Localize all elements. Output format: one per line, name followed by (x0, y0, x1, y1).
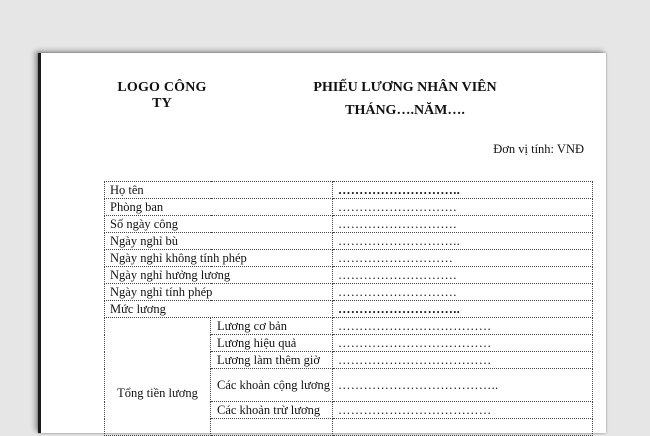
document-title: PHIẾU LƯƠNG NHÂN VIÊN (313, 80, 497, 95)
row-value-full-name: ……………………….. (333, 182, 593, 199)
document-period: THÁNG….NĂM…. (345, 103, 465, 118)
company-logo-placeholder (110, 80, 214, 112)
table-row (105, 267, 593, 284)
row-value-unpaid-leave: ……………………… (333, 250, 593, 267)
sub-value-salary-additions: ……………………………….. (333, 369, 593, 402)
sub-label-salary-deductions: Các khoản trừ lương (211, 402, 333, 419)
sub-value-cut-off (333, 419, 593, 436)
row-label-working-days: Số ngày công (105, 216, 333, 233)
sub-label-performance-salary: Lương hiệu quả (211, 335, 333, 352)
row-label-paid-leave: Ngày nghỉ hưởng lương (105, 267, 333, 284)
table-row (105, 199, 593, 216)
row-value-salary-level: ……………………….. (333, 301, 593, 318)
logo-line-2: TY (152, 96, 172, 111)
sub-label-salary-additions: Các khoản cộng lương (211, 369, 333, 402)
group-label-total-salary: Tổng tiền lương (105, 318, 211, 436)
row-label-unpaid-leave: Ngày nghỉ không tính phép (105, 250, 333, 267)
row-label-full-name: Họ tên (105, 182, 333, 199)
row-value-working-days: ………………………. (333, 216, 593, 233)
page-edge-shadow (38, 53, 41, 433)
currency-unit-note: Đơn vị tính: VNĐ (493, 142, 584, 156)
sub-value-performance-salary: ……………………………… (333, 335, 593, 352)
row-label-annual-leave: Ngày nghỉ tính phép (105, 284, 333, 301)
row-value-annual-leave: ………………………. (333, 284, 593, 301)
table-row (105, 233, 593, 250)
row-label-department: Phòng ban (105, 199, 333, 216)
table-row (105, 301, 593, 318)
row-label-compensatory-leave: Ngày nghỉ bù (105, 233, 333, 250)
row-value-compensatory-leave: ……………………….. (333, 233, 593, 250)
sub-label-base-salary: Lương cơ bản (211, 318, 333, 335)
payslip-table (104, 181, 593, 436)
table-row (105, 250, 593, 267)
table-row (105, 284, 593, 301)
sub-value-salary-deductions: ……………………………… (333, 402, 593, 419)
row-label-salary-level: Mức lương (105, 301, 333, 318)
row-value-paid-leave: ………………………. (333, 267, 593, 284)
row-value-department: ………………………. (333, 199, 593, 216)
sub-label-overtime-salary: Lương làm thêm giờ (211, 352, 333, 369)
table-row (105, 216, 593, 233)
sub-value-overtime-salary: ……………………………… (333, 352, 593, 369)
table-row (105, 318, 593, 335)
sub-value-base-salary: ……………………………… (333, 318, 593, 335)
logo-line-1: LOGO CÔNG (117, 80, 207, 95)
table-row (105, 182, 593, 199)
sub-label-cut-off (211, 419, 333, 436)
